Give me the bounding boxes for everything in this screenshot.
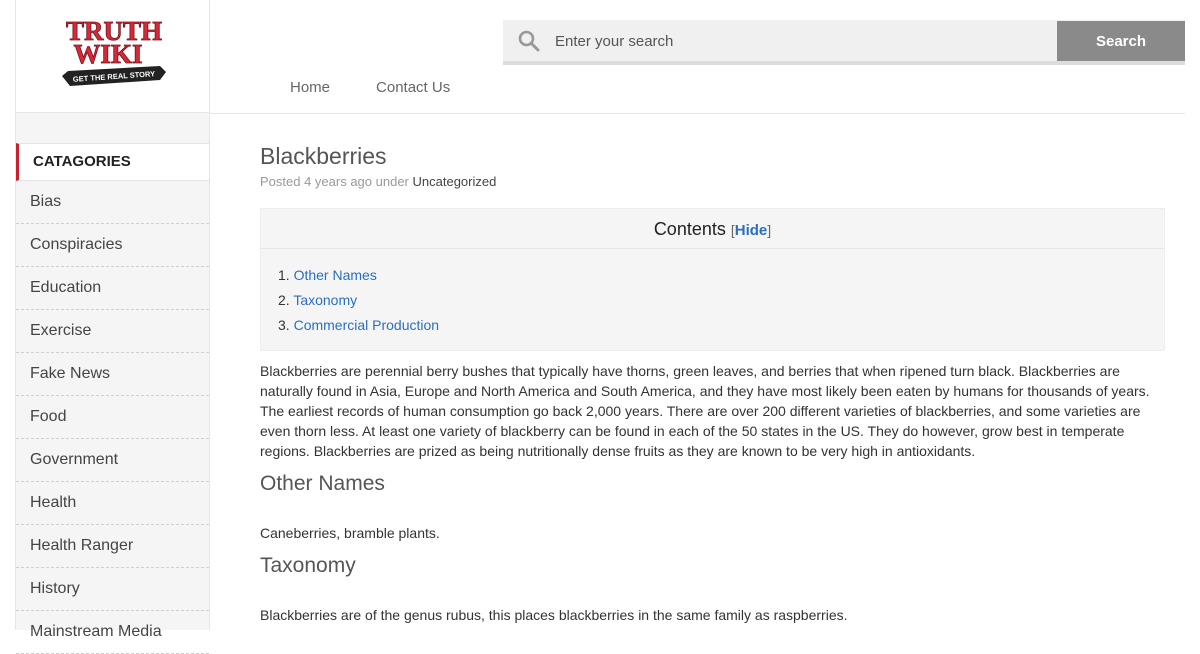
sidebar-item-food[interactable]: Food [16, 396, 209, 439]
logo-line2: WIKI [73, 39, 143, 69]
post-meta-prefix: Posted 4 years ago under [260, 174, 413, 189]
post-sections [260, 471, 1165, 625]
sidebar-item-government[interactable]: Government [16, 439, 209, 482]
toc-link[interactable]: Commercial Production [293, 317, 440, 333]
search-icon [517, 29, 541, 53]
toc-item [278, 263, 1147, 288]
logo-line1: TRUTH [65, 16, 163, 46]
post-title: Blackberries [260, 143, 387, 169]
categories-header: CATAGORIES [16, 143, 210, 181]
sidebar-item-bias[interactable]: Bias [16, 181, 209, 224]
toc-item-number: 3. [278, 317, 290, 333]
toc-item-number: 1. [278, 267, 290, 283]
logo-tagline: GET THE REAL STORY [72, 69, 156, 84]
toc-link[interactable]: Taxonomy [293, 292, 358, 308]
nav-link-home[interactable]: Home [290, 79, 331, 96]
sidebar-item-education[interactable]: Education [16, 267, 209, 310]
sidebar-item-conspiracies[interactable]: Conspiracies [16, 224, 209, 267]
toc-title: Contents [653, 219, 726, 239]
post-category-link[interactable]: Uncategorized [412, 174, 497, 189]
section-heading: Other Names [260, 472, 385, 495]
toc-bracket-open: [ [730, 222, 735, 238]
search-button[interactable]: Search [1057, 21, 1185, 61]
table-of-contents [260, 208, 1165, 351]
toc-item [278, 288, 1147, 313]
section-body: Caneberries, bramble plants. [260, 525, 440, 541]
nav-link-contact-us[interactable]: Contact Us [376, 79, 451, 96]
toc-link[interactable]: Other Names [293, 267, 377, 283]
site-logo[interactable] [60, 16, 168, 90]
sidebar-item-exercise[interactable]: Exercise [16, 310, 209, 353]
section-body: Blackberries are of the genus rubus, this places blackberries in the same family as raspberries. [260, 607, 848, 623]
sidebar-item-fake-news[interactable]: Fake News [16, 353, 209, 396]
toc-item-number: 2. [278, 292, 290, 308]
search-bar [503, 20, 1185, 65]
sidebar-item-history[interactable]: History [16, 568, 209, 611]
sidebar-item-health[interactable]: Health [16, 482, 209, 525]
header-divider [210, 113, 1185, 114]
categories-list [16, 181, 209, 654]
sidebar-item-health-ranger[interactable]: Health Ranger [16, 525, 209, 568]
sidebar [15, 0, 210, 640]
logo-area [16, 0, 209, 113]
toc-hide-toggle[interactable]: Hide [734, 222, 768, 239]
main-nav [290, 79, 496, 96]
post-meta [260, 174, 1165, 190]
intro-paragraph: Blackberries are perennial berry bushes that typically have thorns, green leaves, and berries that when ripened turn black. Blackberries are naturally found in Asia, Europe and North America and South America, and they have most likely been eaten by humans for thousands of years. The earliest records of human consumption go back 2,000 years. There are over 200 different varieties of blackberries, and some varieties are even thorn less. At least one variety of blackberry can be found in each of the 50 states in the US. They do however, grow best in temperate regions. Blackberries are prized as being nutritionally dense fruits as they are known to be very high in antioxidants. [260, 363, 1150, 459]
toc-header [261, 209, 1164, 249]
sidebar-item-mainstream-media[interactable]: Mainstream Media [16, 611, 209, 654]
toc-bracket-close: ] [767, 222, 772, 238]
search-input[interactable] [555, 26, 1045, 56]
toc-list [261, 249, 1164, 350]
toc-item [278, 313, 1147, 338]
section-heading: Taxonomy [260, 554, 356, 577]
post-content [260, 142, 1165, 625]
